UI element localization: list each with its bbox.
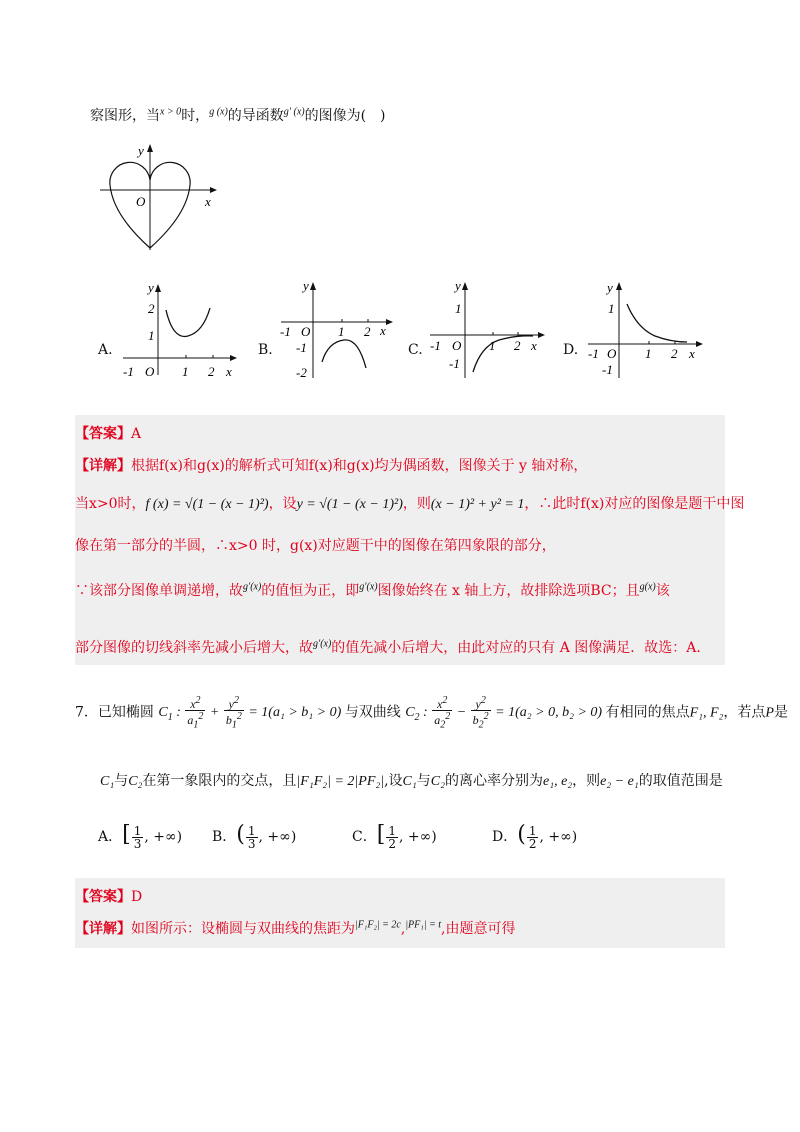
heart-origin-label: O [136, 194, 146, 209]
d-xtick: O [607, 346, 617, 361]
c-ytick: -1 [449, 356, 460, 371]
stem-text: 的导函数 [227, 108, 284, 124]
q6-answer: 【答案】A [75, 426, 142, 442]
c-xtick: 2 [514, 338, 521, 353]
option-d-graph[interactable] [583, 280, 708, 380]
b-xtick: 2 [364, 324, 371, 339]
q7-option-c[interactable]: C．[ $\frac{1}{2}$ , +∞) [352, 822, 437, 851]
d-xtick: -1 [588, 346, 599, 361]
q6-detail-line2: 当x>0时，f (x) = √(1 − (x − 1)²)，设y = √(1 − (x − 1)²)，则(x − 1)² + y² = 1，∴此时f(x)对应的图像是题干中图 [75, 496, 745, 512]
c-xtick: -1 [430, 338, 441, 353]
b-ytick: -1 [296, 340, 307, 355]
option-c-label[interactable]: C. [408, 342, 423, 358]
q6-detail-line1: 【详解】根据f(x)和g(x)的解析式可知f(x)和g(x)均为偶函数，图像关于 y 轴对称， [75, 458, 588, 474]
q7-stem-line2: C₁与C₂在第一象限内的交点，且|F₁F₂| = 2|PF₂|,设C₁与C₂的离心率分别为e₁, e₂，则e₂ − e₁的取值范围是 [100, 773, 723, 789]
b-ytick: -2 [296, 365, 307, 380]
stem-text: 察图形，当 [90, 108, 160, 124]
stem-gprime: g′ (x) [283, 106, 305, 118]
a-xtick: O [145, 364, 155, 379]
option-b-label[interactable]: B. [258, 342, 273, 358]
q7-detail: 【详解】如图所示：设椭圆与双曲线的焦距为$^{|F_1F_2| = 2c}$,$^{|PF_1| = t}$,由题意可得 [75, 919, 516, 937]
a-ytick: 2 [148, 301, 155, 316]
option-c-graph[interactable] [425, 280, 550, 380]
q7-option-d[interactable]: D．( $\frac{1}{2}$ , +∞) [492, 822, 578, 851]
a-xtick: 1 [182, 364, 189, 379]
c-xtick: O [452, 338, 462, 353]
c-x-label: x [531, 338, 537, 353]
a-xtick: -1 [123, 364, 134, 379]
q6-detail-line4: ∵该部分图像单调递增，故$^{g'(x)}$的值恒为正，即$^{g'(x)}$图像始终在 x 轴上方，故排除选项BC；且$^{g(x)}$该 [75, 581, 670, 599]
option-d-label[interactable]: D. [563, 342, 579, 358]
c-ytick: 1 [455, 301, 462, 316]
stem-text: 时， [181, 108, 210, 124]
c-y-label: y [455, 280, 461, 293]
option-a-label[interactable]: A. [98, 342, 113, 358]
heart-figure [95, 140, 225, 255]
a-ytick: 1 [148, 328, 155, 343]
b-xtick: -1 [280, 324, 291, 339]
d-xtick: 2 [671, 346, 678, 361]
a-y-label: y [148, 280, 154, 295]
q7-stem-line1: 7．已知椭圆 $C_1$ : $\frac{x^2}{a_1^2}$ + $\frac{y^2}{b_1^2}$ = 1(a₁ > b₁ > 0) 与双曲线 $C_2$ : $\frac{x^2}{a_2^2}$ − $\frac{y^2}{b_2^2}$ = 1(a₂ > 0, b₂ > 0) 有相同的焦点F₁, F₂，若点P是 [75, 695, 788, 731]
q6-detail-line3: 像在第一部分的半圆，∴x>0 时，g(x)对应题干中的图像在第四象限的部分， [75, 538, 556, 554]
option-b-graph[interactable] [276, 280, 396, 380]
d-xtick: 1 [645, 346, 652, 361]
stem-text: 的图像为( ) [304, 108, 386, 124]
b-y-label: y [303, 280, 309, 293]
q7-option-a[interactable]: A．[ $\frac{1}{3}$ , +∞) [98, 822, 183, 851]
ellipse-equation: $C_1$ : $\frac{x^2}{a_1^2}$ + $\frac{y^2}{b_1^2}$ = 1(a₁ > b₁ > 0) [158, 695, 342, 731]
d-x-label: x [689, 346, 695, 361]
option-a-graph[interactable] [118, 280, 238, 380]
b-xtick: 1 [338, 324, 345, 339]
q6-detail-line5: 部分图像的切线斜率先减小后增大，故$^{g'(x)}$的值先减小后增大，由此对应的只有 A 图像满足．故选：A． [75, 638, 711, 656]
a-x-label: x [226, 364, 232, 379]
q7-answer-box [75, 878, 725, 948]
a-xtick: 2 [208, 364, 215, 379]
d-ytick: -1 [602, 362, 613, 377]
d-y-label: y [607, 280, 613, 295]
stem-condition: x > 0 [160, 106, 182, 118]
b-x-label: x [380, 323, 386, 338]
c-xtick: 1 [489, 338, 496, 353]
q6-answer-box [75, 415, 745, 665]
hyperbola-equation: $C_2$ : $\frac{x^2}{a_2^2}$ − $\frac{y^2}{b_2^2}$ = 1(a₂ > 0, b₂ > 0) [405, 695, 603, 731]
stem-g: g (x) [209, 106, 228, 118]
q7-answer: 【答案】D [75, 889, 143, 905]
heart-x-label: x [205, 194, 211, 209]
d-ytick: 1 [608, 301, 615, 316]
q6-stem [90, 105, 386, 125]
heart-y-label: y [138, 143, 144, 158]
q7-option-b[interactable]: B．( $\frac{1}{3}$ , +∞) [212, 822, 297, 851]
b-xtick: O [301, 324, 311, 339]
